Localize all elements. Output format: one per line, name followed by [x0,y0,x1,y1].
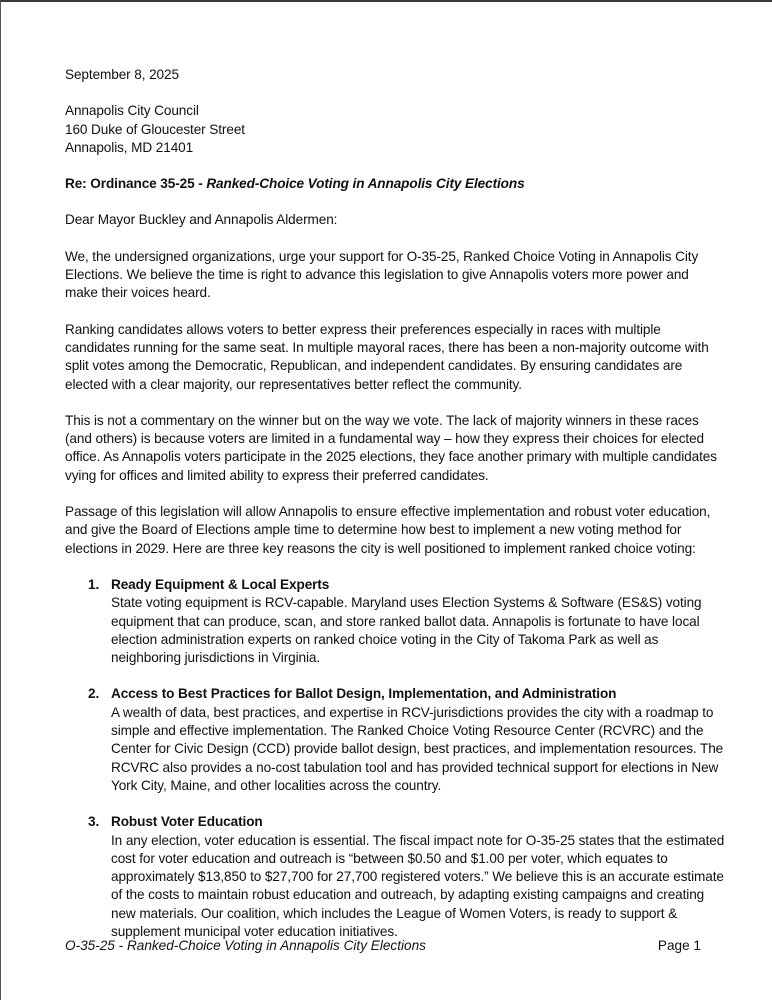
recipient-address [65,102,725,157]
salutation: Dear Mayor Buckley and Annapolis Aldermen: [65,212,338,228]
reasons-list [65,576,725,941]
reason-title: Access to Best Practices for Ballot Design, Implementation, and Administration [111,686,617,702]
paragraph: Ranking candidates allows voters to better express their preferences especially in races with multiple candidates running for the same seat. In multiple mayoral races, there has been a non-majority outcome with split votes among the Democratic, Republican, and independent candidates. By ensuring candidates are elected with a clear majority, our representatives better reflect the community. [65,321,709,392]
recipient-name: Annapolis City Council [65,103,199,119]
reason-number: 3. [88,814,100,830]
reason-number: 2. [88,686,100,702]
paragraph: This is not a commentary on the winner but on the way we vote. The lack of majority winners in these races (and others) is because voters are limited in a fundamental way – how they express their choices for elected office. As Annapolis voters participate in the 2025 elections, they face another primary with multiple candidates vying for offices and limited ability to express their preferred candidates. [65,412,717,483]
letter-body [65,66,725,959]
reason-title: Robust Voter Education [111,814,263,830]
recipient-street: 160 Duke of Gloucester Street [65,121,245,137]
reason-item [65,685,725,795]
reason-body: In any election, voter education is essential. The fiscal impact note for O-35-25 states that the estimated cost for voter education and outreach is “between $0.50 and $1.00 per voter, which equates to approximately $13,850 to $27,700 for 27,700 registered voters.” We believe this is an accurate estimate of the costs to maintain robust education and outreach, by adapting existing campaigns and creating new materials. Our coalition, which includes the League of Women Voters, is ready to support & supplement municipal voter education initiatives. [111,832,725,939]
subject-prefix: Re: Ordinance 35-25 - [65,176,207,192]
footer-title [65,938,426,953]
page-number: Page 1 [657,938,701,953]
recipient-city: Annapolis, MD 21401 [65,139,194,155]
paragraph: We, the undersigned organizations, urge your support for O-35-25, Ranked Choice Voting in Annapolis City Elections. We believe the time is right to advance this legislation to give Annapolis voters more power and make their voices heard. [65,248,699,301]
reason-title: Ready Equipment & Local Experts [111,576,330,592]
footer-title-text: Ranked-Choice Voting in Annapolis City Elections [126,938,426,953]
footer-ordinance: O-35-25 - [65,938,127,953]
reason-item [65,813,725,941]
paragraph: Passage of this legislation will allow Annapolis to ensure effective implementation and robust voter education, and give the Board of Elections ample time to determine how best to implement a new voting method for elections in 2029. Here are three key reasons the city is well positioned to implement ranked choice voting: [65,504,711,556]
subject-line [65,175,725,193]
subject-title: Ranked-Choice Voting in Annapolis City Elections [206,176,525,192]
reason-body: A wealth of data, best practices, and expertise in RCV-jurisdictions provides the city with a roadmap to simple and effective implementation. The Ranked Choice Voting Resource Center (RCVRC) and the Center for Civic Design (CCD) provide ballot design, best practices, and implementation resources. The RCVRC also provides a no-cost tabulation tool and has provided technical support for elections in New York City, Maine, and other localities across the country. [111,704,724,793]
letter-date: September 8, 2025 [65,67,179,82]
page-footer [65,938,701,953]
reason-item [65,576,725,667]
reason-number: 1. [88,576,100,592]
reason-body: State voting equipment is RCV-capable. Maryland uses Election Systems & Software (ES&S) voting equipment that can produce, scan, and store ranked ballot data. Annapolis is fortunate to have local election administration experts on ranked choice voting in the City of Takoma Park as well as neighboring jurisdictions in Virginia. [111,595,702,666]
